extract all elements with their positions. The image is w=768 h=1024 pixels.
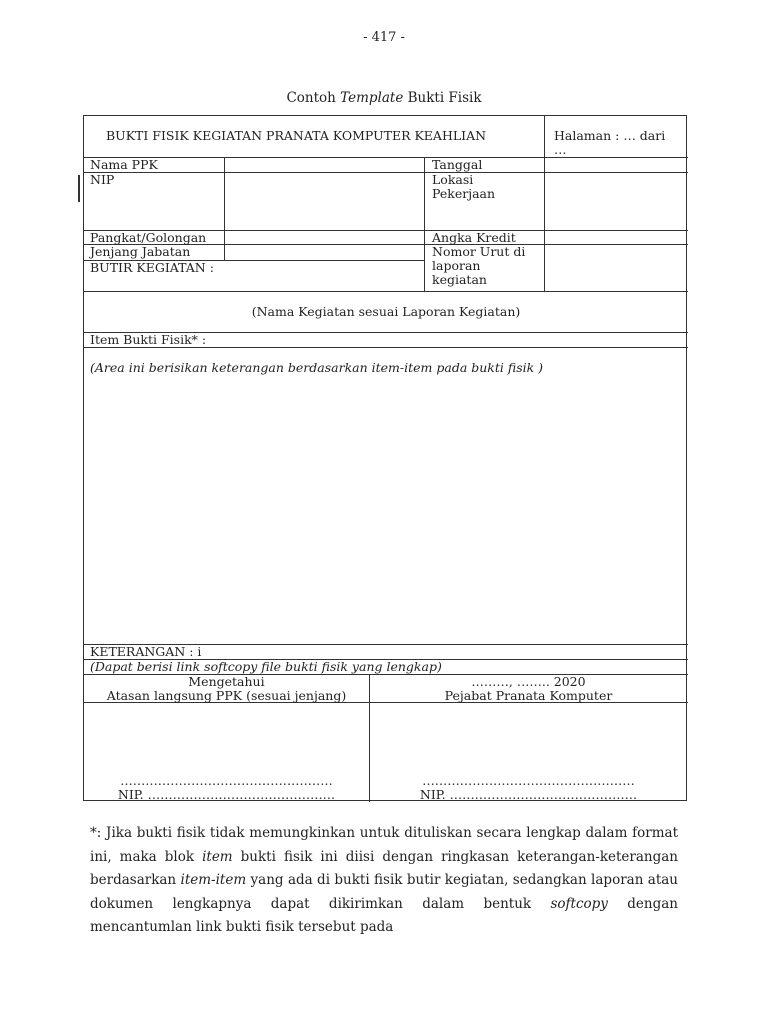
footnote-part: yang ada di bukti fisik butir kegiatan, sedangkan laporan atau dokumen lengkapnya dapat dikirimkan dalam bentuk (90, 872, 678, 912)
butir-label: BUTIR KEGIATAN : (90, 260, 214, 275)
page-counter-total: … (554, 142, 567, 157)
nip-left: NIP. ……………………………………… (117, 787, 336, 802)
form-title: BUKTI FISIK KEGIATAN PRANATA KOMPUTER KEAHLIAN (106, 128, 487, 143)
item-bukti-label: Item Bukti Fisik* : (90, 332, 207, 347)
nip-right: NIP. ……………………………………… (419, 787, 638, 802)
mengetahui-label: Mengetahui (188, 674, 265, 689)
nomor-urut-label-2: laporan (432, 258, 481, 273)
footnote (90, 822, 678, 940)
page-counter-label: Halaman : … dari (554, 128, 666, 143)
keterangan-note: (Dapat berisi link softcopy file bukti fisik yang lengkap) (90, 659, 442, 674)
footnote-part: bukti fisik ini diisi dengan ringkasan keterangan-keterangan berdasarkan (90, 848, 679, 888)
keterangan-label: KETERANGAN : i (90, 644, 202, 659)
nip-label: NIP (90, 172, 115, 187)
template-caption (0, 90, 768, 106)
nama-kegiatan: (Nama Kegiatan sesuai Laporan Kegiatan) (251, 304, 521, 319)
tanggal-label: Tanggal (432, 157, 483, 172)
pejabat-label: Pejabat Pranata Komputer (444, 688, 613, 703)
signature-line-left: …………………………………………… (120, 773, 333, 788)
signature-line-right: …………………………………………… (422, 773, 635, 788)
footnote-part: *: Jika bukti fisik tidak memungkinkan untuk dituliskan secara lengkap dalam format ini, maka blok (90, 825, 678, 865)
footnote-italic-items: item-item (180, 872, 247, 888)
footnote-italic-softcopy: softcopy (550, 895, 608, 912)
pangkat-label: Pangkat/Golongan (90, 230, 207, 245)
angka-kredit-label: Angka Kredit (432, 230, 516, 245)
lokasi-label: Lokasi (432, 172, 474, 187)
nomor-urut-label-3: kegiatan (432, 272, 487, 287)
nama-ppk-label: Nama PPK (90, 157, 158, 172)
margin-mark (78, 175, 80, 202)
area-note: (Area ini berisikan keterangan berdasarkan item-item pada bukti fisik ) (90, 360, 544, 375)
date-line: ………, …….. 2020 (471, 674, 586, 689)
nomor-urut-label: Nomor Urut di (432, 244, 526, 259)
caption-suffix: Bukti Fisik (403, 90, 482, 106)
page-number: - 417 - (363, 30, 405, 45)
footnote-part: dengan mencantumlan link bukti fisik tersebut pada (90, 895, 678, 935)
evidence-form (83, 115, 687, 801)
caption-italic: Template (340, 90, 404, 106)
lokasi-label-2: Pekerjaan (432, 186, 496, 201)
atasan-label: Atasan langsung PPK (sesuai jenjang) (106, 688, 347, 703)
caption-prefix: Contoh (286, 90, 341, 106)
jenjang-label: Jenjang Jabatan (90, 244, 191, 259)
footnote-italic-item: item (202, 848, 233, 865)
